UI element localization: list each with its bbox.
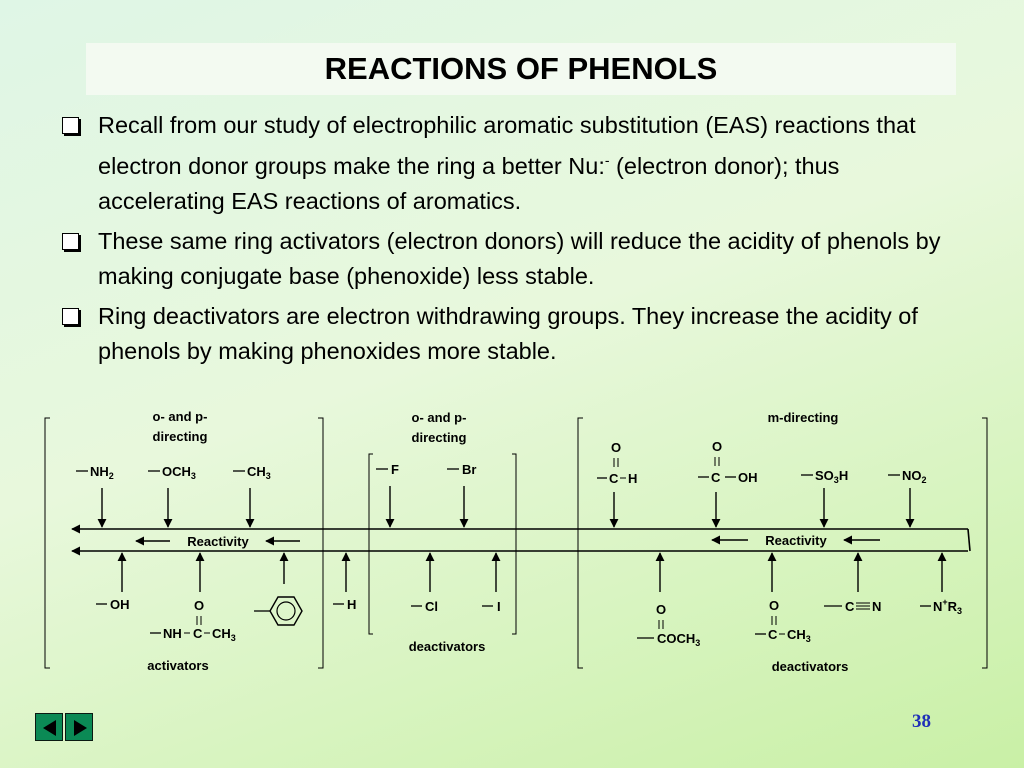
svg-text:OH: OH bbox=[738, 470, 758, 485]
svg-text:N+R3: $N^+R_3$ bbox=[933, 597, 963, 616]
header-left-2: directing bbox=[152, 429, 208, 444]
svg-text:COCH3: $COCH_3$ bbox=[657, 631, 701, 648]
svg-text:SO3H: $SO_3H$ bbox=[815, 468, 849, 485]
benzene-ring-icon bbox=[254, 597, 302, 625]
bullet-text: Ring deactivators are electron withdrawing groups. They increase the acidity of phenols by making phenoxides more stable. bbox=[98, 302, 918, 364]
header-mid-1: o- and p- bbox=[411, 410, 467, 425]
bullet-text: These same ring activators (electron donors) will reduce the acidity of phenols by making conjugate base (phenoxide) less stable. bbox=[98, 227, 941, 289]
top-arrows bbox=[102, 486, 910, 527]
svg-text:O: O bbox=[611, 440, 622, 455]
label-deactivators-mid: deactivators bbox=[408, 639, 486, 654]
svg-text:F: F bbox=[391, 462, 399, 477]
bottom-substituents bbox=[96, 597, 962, 648]
nav-prev-icon bbox=[36, 714, 64, 742]
reactivity-label-left bbox=[136, 534, 300, 549]
substituent-cch3 bbox=[755, 598, 811, 644]
svg-text:C: C bbox=[768, 627, 778, 642]
svg-text:OCH3: $OCH_3$ bbox=[162, 464, 196, 481]
page-number: 38 bbox=[912, 711, 931, 732]
substituent-nh2 bbox=[76, 464, 114, 481]
svg-text:O: O bbox=[656, 602, 667, 617]
svg-text:N: N bbox=[872, 599, 882, 614]
substituent-no2 bbox=[888, 468, 927, 485]
svg-text:NH: NH bbox=[163, 626, 182, 641]
svg-text:CH3: $CH_3$ bbox=[247, 464, 271, 481]
nav-next-button[interactable] bbox=[65, 713, 93, 741]
bullet-text-cont: (electron donor); thus accelerating EAS reactions of aromatics. bbox=[98, 152, 840, 214]
header-left-1: o- and p- bbox=[152, 409, 208, 424]
header-right: m-directing bbox=[767, 410, 839, 425]
svg-text:OH: OH bbox=[110, 597, 130, 612]
substituent-cooh bbox=[698, 439, 758, 485]
svg-text:NH2: $NH_2$ bbox=[90, 464, 114, 481]
slide-title: REACTIONS OF PHENOLS bbox=[324, 51, 718, 86]
substituent-nhcoch3 bbox=[150, 598, 236, 643]
substituent-coch3 bbox=[637, 602, 700, 648]
svg-text:O: O bbox=[769, 598, 780, 613]
substituent-f bbox=[376, 462, 399, 477]
substituent-och3 bbox=[148, 464, 196, 481]
reactivity-label-right bbox=[712, 533, 880, 548]
substituent-so3h bbox=[801, 468, 848, 485]
svg-text:I: I bbox=[497, 599, 501, 614]
bullet-text: Recall from our study of electrophilic aromatic substitution (EAS) reactions that electron donor groups make the ring a better Nu: bbox=[98, 112, 916, 179]
svg-text:H: H bbox=[628, 471, 638, 486]
svg-text:H: H bbox=[347, 597, 357, 612]
substituent-nr3 bbox=[920, 597, 962, 616]
substituent-cn bbox=[824, 599, 881, 614]
bottom-arrows bbox=[122, 553, 942, 592]
substituent-cho bbox=[597, 440, 637, 486]
substituent-cl bbox=[411, 599, 438, 614]
nav-prev-button[interactable] bbox=[35, 713, 63, 741]
substituent-br bbox=[447, 462, 476, 477]
svg-text:C: C bbox=[193, 626, 203, 641]
svg-text:Br: Br bbox=[462, 462, 477, 477]
label-activators: activators bbox=[147, 658, 209, 673]
label-deactivators-right: deactivators bbox=[771, 659, 849, 674]
reactivity-label: Reactivity bbox=[187, 534, 249, 549]
superscript: - bbox=[604, 152, 610, 168]
svg-text:CH3: $CH_3$ bbox=[787, 627, 811, 644]
svg-text:C: C bbox=[609, 471, 619, 486]
svg-text:O: O bbox=[712, 439, 723, 454]
header-mid-2: directing bbox=[411, 430, 467, 445]
substituent-i bbox=[482, 599, 501, 614]
reactivity-label: Reactivity bbox=[765, 533, 827, 548]
substituent-h bbox=[333, 597, 356, 612]
svg-text:O: O bbox=[194, 598, 205, 613]
substituent-ch3 bbox=[233, 464, 271, 481]
svg-text:CH3: $CH_3$ bbox=[212, 626, 236, 643]
nav-next-icon bbox=[66, 714, 94, 742]
substituent-oh bbox=[96, 597, 130, 612]
top-substituents bbox=[76, 439, 927, 486]
svg-text:NO2: $NO_2$ bbox=[902, 468, 927, 485]
svg-text:Cl: Cl bbox=[425, 599, 438, 614]
svg-text:C: C bbox=[845, 599, 855, 614]
svg-text:C: C bbox=[711, 470, 721, 485]
